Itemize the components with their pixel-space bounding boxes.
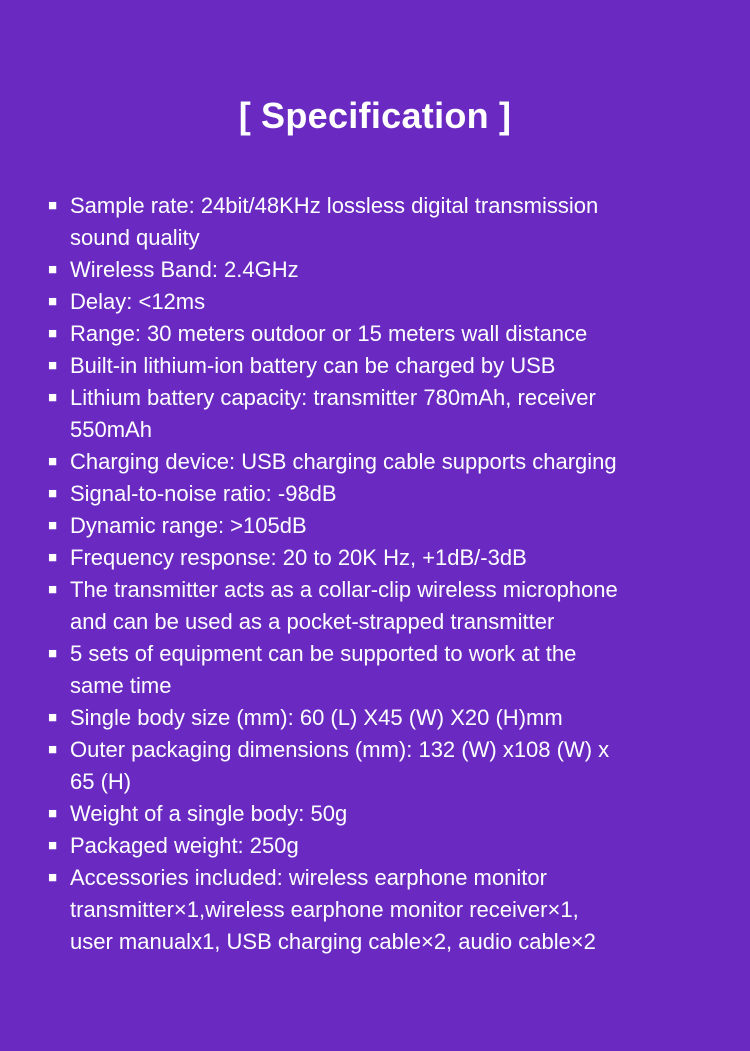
spec-text: Lithium battery capacity: transmitter 780mAh, receiver 550mAh bbox=[70, 385, 596, 442]
spec-text: Delay: <12ms bbox=[70, 289, 206, 314]
spec-text: The transmitter acts as a collar-clip wireless microphone and can be used as a pocket-strapped transmitter bbox=[70, 577, 618, 634]
spec-item-body-size bbox=[48, 702, 728, 734]
bullet-icon: ■ bbox=[48, 869, 58, 886]
spec-text: Wireless Band: 2.4GHz bbox=[70, 257, 299, 282]
spec-item-battery bbox=[48, 350, 728, 382]
spec-item-snr bbox=[48, 478, 728, 510]
bullet-icon: ■ bbox=[48, 709, 58, 726]
spec-item-sample-rate bbox=[48, 190, 728, 254]
bullet-icon: ■ bbox=[48, 293, 58, 310]
spec-item-charging-device bbox=[48, 446, 728, 478]
bullet-icon: ■ bbox=[48, 325, 58, 342]
left-bracket: [ bbox=[238, 95, 252, 136]
spec-item-range bbox=[48, 318, 728, 350]
spec-item-wireless-band bbox=[48, 254, 728, 286]
bullet-icon: ■ bbox=[48, 549, 58, 566]
spec-text: 5 sets of equipment can be supported to work at the same time bbox=[70, 641, 577, 698]
spec-text: Packaged weight: 250g bbox=[70, 833, 299, 858]
bullet-icon: ■ bbox=[48, 357, 58, 374]
right-bracket: ] bbox=[498, 95, 512, 136]
spec-item-weight bbox=[48, 798, 728, 830]
spec-item-packaged-weight bbox=[48, 830, 728, 862]
spec-item-packaging bbox=[48, 734, 728, 798]
bullet-icon: ■ bbox=[48, 805, 58, 822]
spec-item-dynamic-range bbox=[48, 510, 728, 542]
spec-item-frequency-response bbox=[48, 542, 728, 574]
spec-item-battery-capacity bbox=[48, 382, 728, 446]
spec-text: Range: 30 meters outdoor or 15 meters wall distance bbox=[70, 321, 588, 346]
spec-item-transmitter bbox=[48, 574, 728, 638]
bullet-icon: ■ bbox=[48, 517, 58, 534]
bullet-icon: ■ bbox=[48, 453, 58, 470]
spec-list bbox=[48, 190, 728, 958]
spec-text: Built-in lithium-ion battery can be charged by USB bbox=[70, 353, 556, 378]
spec-text: Charging device: USB charging cable supports charging bbox=[70, 449, 617, 474]
spec-item-accessories bbox=[48, 862, 728, 958]
title-text: Specification bbox=[261, 95, 489, 136]
bullet-icon: ■ bbox=[48, 837, 58, 854]
bullet-icon: ■ bbox=[48, 197, 58, 214]
page-title bbox=[0, 94, 750, 138]
spec-text: Frequency response: 20 to 20K Hz, +1dB/-3dB bbox=[70, 545, 527, 570]
spec-text: Dynamic range: >105dB bbox=[70, 513, 307, 538]
spec-item-delay bbox=[48, 286, 728, 318]
spec-item-sets bbox=[48, 638, 728, 702]
bullet-icon: ■ bbox=[48, 741, 58, 758]
spec-text: Signal-to-noise ratio: -98dB bbox=[70, 481, 337, 506]
spec-text: Sample rate: 24bit/48KHz lossless digital transmission sound quality bbox=[70, 193, 599, 250]
bullet-icon: ■ bbox=[48, 581, 58, 598]
spec-text: Outer packaging dimensions (mm): 132 (W) x108 (W) x 65 (H) bbox=[70, 737, 610, 794]
bullet-icon: ■ bbox=[48, 389, 58, 406]
spec-text: Weight of a single body: 50g bbox=[70, 801, 348, 826]
bullet-icon: ■ bbox=[48, 645, 58, 662]
bullet-icon: ■ bbox=[48, 261, 58, 278]
spec-text: Single body size (mm): 60 (L) X45 (W) X20 (H)mm bbox=[70, 705, 563, 730]
bullet-icon: ■ bbox=[48, 485, 58, 502]
spec-text: Accessories included: wireless earphone monitor transmitter×1,wireless earphone monitor receiver×1, user manualx1, USB charging cable×2, audio cable×2 bbox=[70, 865, 596, 954]
